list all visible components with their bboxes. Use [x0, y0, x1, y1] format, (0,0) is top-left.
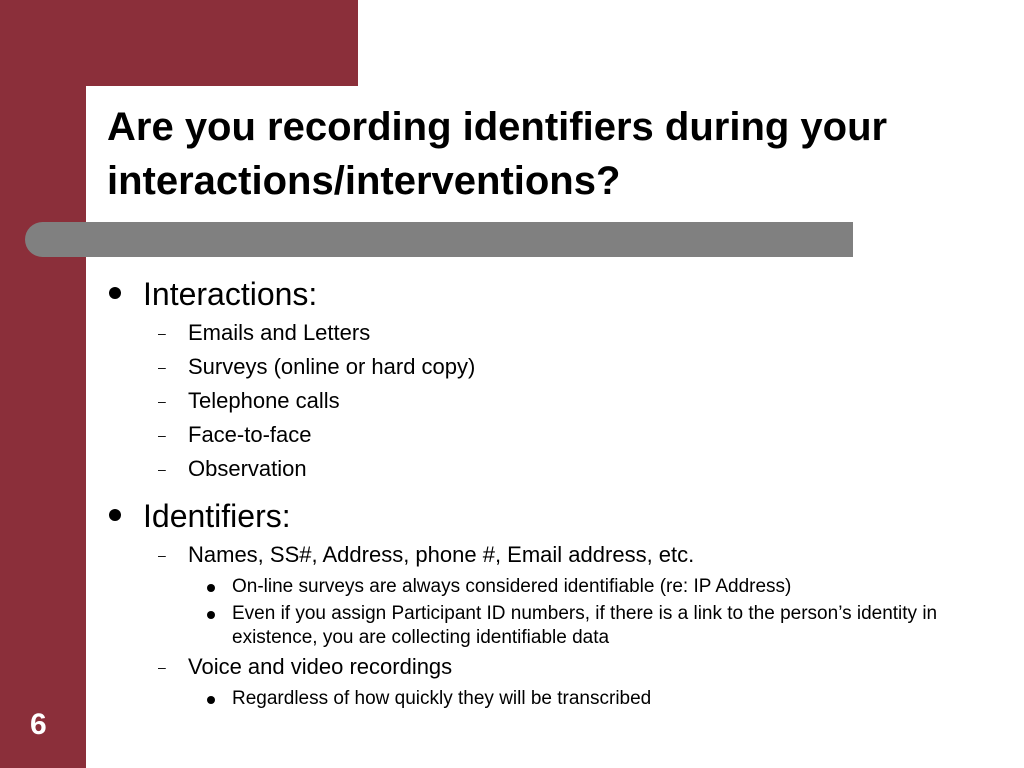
dash-icon: –	[158, 393, 166, 409]
bullet-text: Identifiers:	[143, 498, 291, 534]
sub-item-text: Face-to-face	[188, 422, 312, 447]
slide-title: Are you recording identifiers during your interactions/interventions?	[107, 105, 888, 203]
sub-sub-item-text: On-line surveys are always considered identifiable (re: IP Address)	[232, 576, 792, 597]
sub-item	[143, 418, 990, 452]
small-bullet-dot-icon	[207, 611, 215, 619]
slide-number: 6	[30, 708, 47, 741]
dash-icon: –	[158, 325, 166, 341]
bullet-dot-icon	[109, 287, 121, 299]
dash-icon: –	[158, 359, 166, 375]
sub-list-identifiers	[143, 538, 990, 711]
sub-item-text: Telephone calls	[188, 388, 340, 413]
bullet-dot-icon	[109, 509, 121, 521]
sub-item-text: Surveys (online or hard copy)	[188, 354, 476, 379]
dash-icon: –	[158, 547, 166, 563]
sub-item	[143, 538, 990, 572]
bullet-text: Interactions:	[143, 276, 318, 312]
sub-item	[143, 316, 990, 350]
bullet-identifiers	[100, 494, 990, 711]
dash-icon: –	[158, 659, 166, 675]
small-bullet-dot-icon	[207, 696, 215, 704]
sub-sub-item-text: Even if you assign Participant ID numbers, if there is a link to the person’s identity in existence, you are collecting identifiable data	[232, 603, 938, 648]
dash-icon: –	[158, 427, 166, 443]
bullet-interactions	[100, 272, 990, 486]
sub-item	[143, 650, 990, 684]
sub-item-text: Voice and video recordings	[188, 654, 453, 679]
sub-sub-item	[143, 575, 990, 599]
sub-item-text: Names, SS#, Address, phone #, Email address, etc.	[188, 542, 695, 567]
dash-icon: –	[158, 461, 166, 477]
sub-sub-item	[143, 602, 990, 650]
bullet-list	[100, 272, 990, 711]
small-bullet-dot-icon	[207, 584, 215, 592]
frame-top-band	[0, 0, 358, 86]
slide-content	[100, 272, 990, 711]
sub-list-interactions	[143, 316, 990, 486]
frame-left-band	[0, 0, 86, 768]
sub-sub-item-text: Regardless of how quickly they will be transcribed	[232, 688, 652, 709]
sub-item	[143, 452, 990, 486]
sub-item	[143, 384, 990, 418]
sub-sub-item	[143, 687, 990, 711]
sub-item-text: Emails and Letters	[188, 320, 371, 345]
sub-item	[143, 350, 990, 384]
sub-item-text: Observation	[188, 456, 307, 481]
title-divider-bar	[25, 222, 853, 257]
